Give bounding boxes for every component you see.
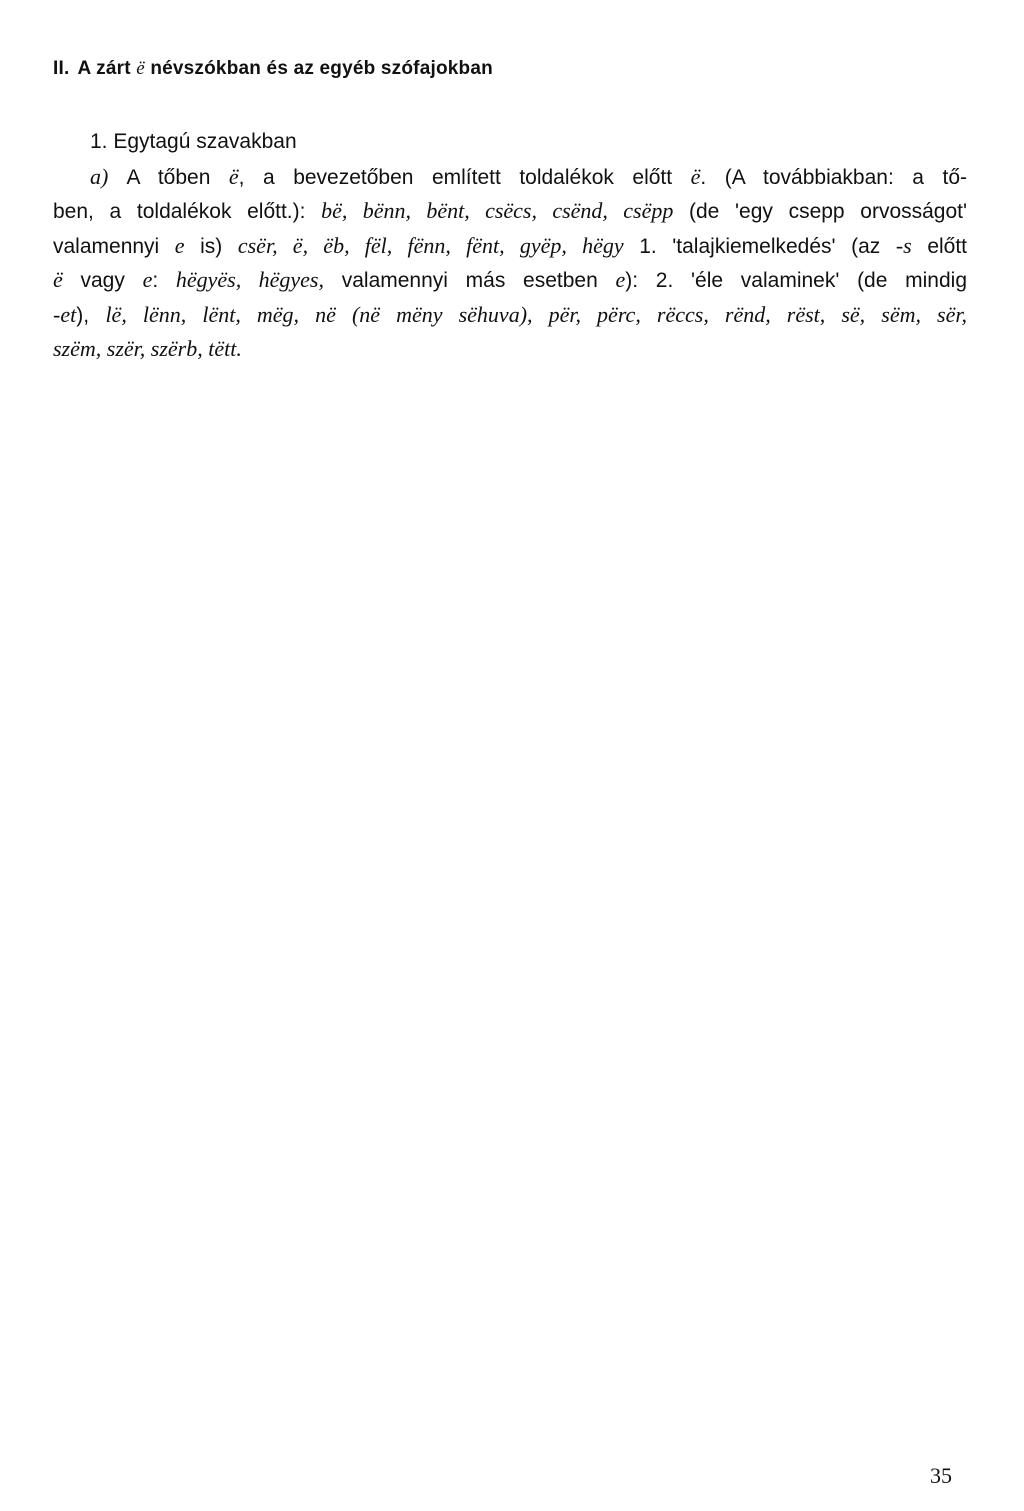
italic-run: ë <box>53 267 63 292</box>
text-run: 1. 'talajkiemelkedés' (az <box>623 235 896 258</box>
text-line <box>53 298 967 332</box>
text-run: előtt <box>911 235 967 258</box>
italic-run: lë, lënn, lënt, mëg, në (në mëny sëhuva), për, përc, rëccs, rënd, rëst, së, sëm, sër, <box>105 302 967 327</box>
chapter-number: II. <box>53 58 70 79</box>
text-run: valamennyi más esetben <box>324 269 616 292</box>
section-title: 1. Egytagú szavakban <box>90 130 297 153</box>
text-run: ), <box>76 304 106 327</box>
text-line <box>53 263 967 297</box>
chapter-title-letter: ë <box>136 58 145 79</box>
italic-run: ë <box>690 164 701 189</box>
text-run: (de 'egy csepp orvosságot' <box>673 200 967 223</box>
italic-run: a) <box>90 164 127 189</box>
text-run: . (A továbbiakban: a tő- <box>700 166 967 189</box>
text-line <box>90 160 967 194</box>
italic-run: e <box>142 267 153 292</box>
text-run: A tőben <box>126 166 229 189</box>
italic-run: csër, ë, ëb, fël, fënn, fënt, gyëp, hëgy <box>237 233 624 258</box>
text-run: valamennyi <box>53 235 175 258</box>
italic-run: -et <box>53 302 77 327</box>
text-run: is) <box>184 235 238 258</box>
chapter-title-post: névszókban és az egyéb szófajokban <box>144 58 493 79</box>
italic-run: ë <box>228 164 239 189</box>
text-run: : <box>152 269 176 292</box>
italic-run: szëm, szër, szërb, tëtt. <box>53 336 242 361</box>
text-line <box>53 332 967 366</box>
italic-run: -s <box>895 233 912 258</box>
chapter-heading <box>53 58 953 80</box>
italic-run: hëgyës, hëgyes, <box>175 267 324 292</box>
text-run: vagy <box>62 269 143 292</box>
italic-run: e <box>615 267 626 292</box>
text-line <box>53 229 967 263</box>
chapter-title-pre: A zárt <box>77 58 137 79</box>
text-run: ben, a toldalékok előtt.): <box>53 200 322 223</box>
page-number: 35 <box>930 1463 952 1488</box>
text-run: ): 2. 'éle valaminek' (de mindig <box>625 269 967 292</box>
text-line <box>53 194 967 228</box>
italic-run: e <box>174 233 185 258</box>
text-run: , a bevezetőben említett toldalékok előtt <box>238 166 691 189</box>
italic-run: bë, bënn, bënt, csëcs, csënd, csëpp <box>321 198 674 223</box>
